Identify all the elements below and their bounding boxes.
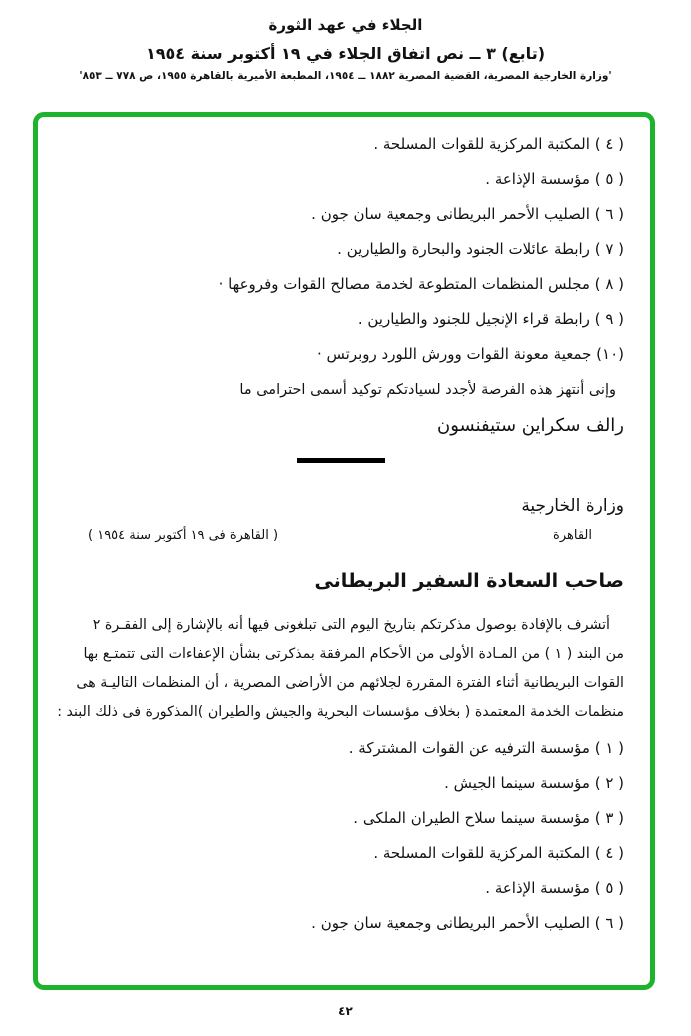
- organisations-list-1: [58, 133, 624, 366]
- organisations-list-2: [58, 737, 624, 935]
- letter-closing: وإنى أنتهز هذه الفرصة لأجدد لسيادتكم توكيد أسمى احترامى ما: [239, 382, 616, 398]
- list-item: ( ٢ ) مؤسسة سينما الجيش .: [444, 774, 624, 792]
- place-date-row: [58, 528, 624, 543]
- body-line: من البند ( ١ ) من المـادة الأولى من الأحكام المرفقة بمذكرتى بشأن الإعفاءات التى تتمتـع بها: [83, 646, 624, 662]
- addressee-heading: صاحب السعادة السفير البريطانى: [314, 570, 624, 592]
- letter-body: [58, 611, 624, 727]
- date-label: ( القاهرة فى ١٩ أكتوبر سنة ١٩٥٤ ): [88, 528, 279, 543]
- book-title: الجلاء في عهد الثورة: [268, 16, 423, 34]
- list-item: ( ٦ ) الصليب الأحمر البريطانى وجمعية سان جون .: [311, 205, 624, 223]
- city-label: القاهرة: [553, 528, 592, 543]
- list-item: ( ٩ ) رابطة قراء الإنجيل للجنود والطيارين .: [357, 310, 624, 328]
- list-item: ( ٤ ) المكتبة المركزية للقوات المسلحة .: [373, 135, 624, 153]
- body-line: أتشرف بالإفادة بوصول مذكرتكم بتاريخ اليوم التى تبلغونى فيها أنه بالإشارة إلى الفقـرة ٢: [92, 617, 610, 633]
- list-item: (١٠) جمعية معونة القوات وورش اللورد روبرتس ·: [317, 345, 624, 363]
- ministry-heading: وزارة الخارجية: [521, 496, 624, 516]
- source-citation: 'وزارة الخارجية المصرية، القضية المصرية ١٨٨٢ ــ ١٩٥٤، المطبعة الأميرية بالقاهرة ١٩٥٥، ص ٧٧٨ ــ ٨٥٣': [79, 70, 612, 82]
- content-frame: [33, 112, 655, 990]
- list-item: ( ٥ ) مؤسسة الإذاعة .: [485, 879, 624, 897]
- body-line: القوات البريطانية أثناء الفترة المقررة لجلائهم من الأراضى المصرية ، أن المنظمات التاليـة هى: [76, 675, 624, 691]
- list-item: ( ٣ ) مؤسسة سينما سلاح الطيران الملكى .: [353, 809, 624, 827]
- signature: رالف سكراين ستيفنسون: [437, 415, 624, 436]
- section-subtitle: (تابع) ٣ ــ نص اتفاق الجلاء في ١٩ أكتوبر سنة ١٩٥٤: [145, 44, 546, 63]
- list-item: ( ٨ ) مجلس المنظمات المتطوعة لخدمة مصالح القوات وفروعها ·: [218, 275, 624, 293]
- list-item: ( ٥ ) مؤسسة الإذاعة .: [485, 170, 624, 188]
- page-header: [0, 14, 691, 82]
- list-item: ( ٤ ) المكتبة المركزية للقوات المسلحة .: [373, 844, 624, 862]
- page-number: ٤٢: [338, 1004, 353, 1018]
- section-divider: [297, 458, 385, 463]
- list-item: ( ٦ ) الصليب الأحمر البريطانى وجمعية سان جون .: [311, 914, 624, 932]
- body-line: منظمات الخدمة المعتمدة ( بخلاف مؤسسات البحرية والجيش والطيران )المذكورة فى ذلك البند :: [57, 704, 624, 720]
- list-item: ( ٧ ) رابطة عائلات الجنود والبحارة والطيارين .: [337, 240, 624, 258]
- list-item: ( ١ ) مؤسسة الترفيه عن القوات المشتركة .: [348, 739, 624, 757]
